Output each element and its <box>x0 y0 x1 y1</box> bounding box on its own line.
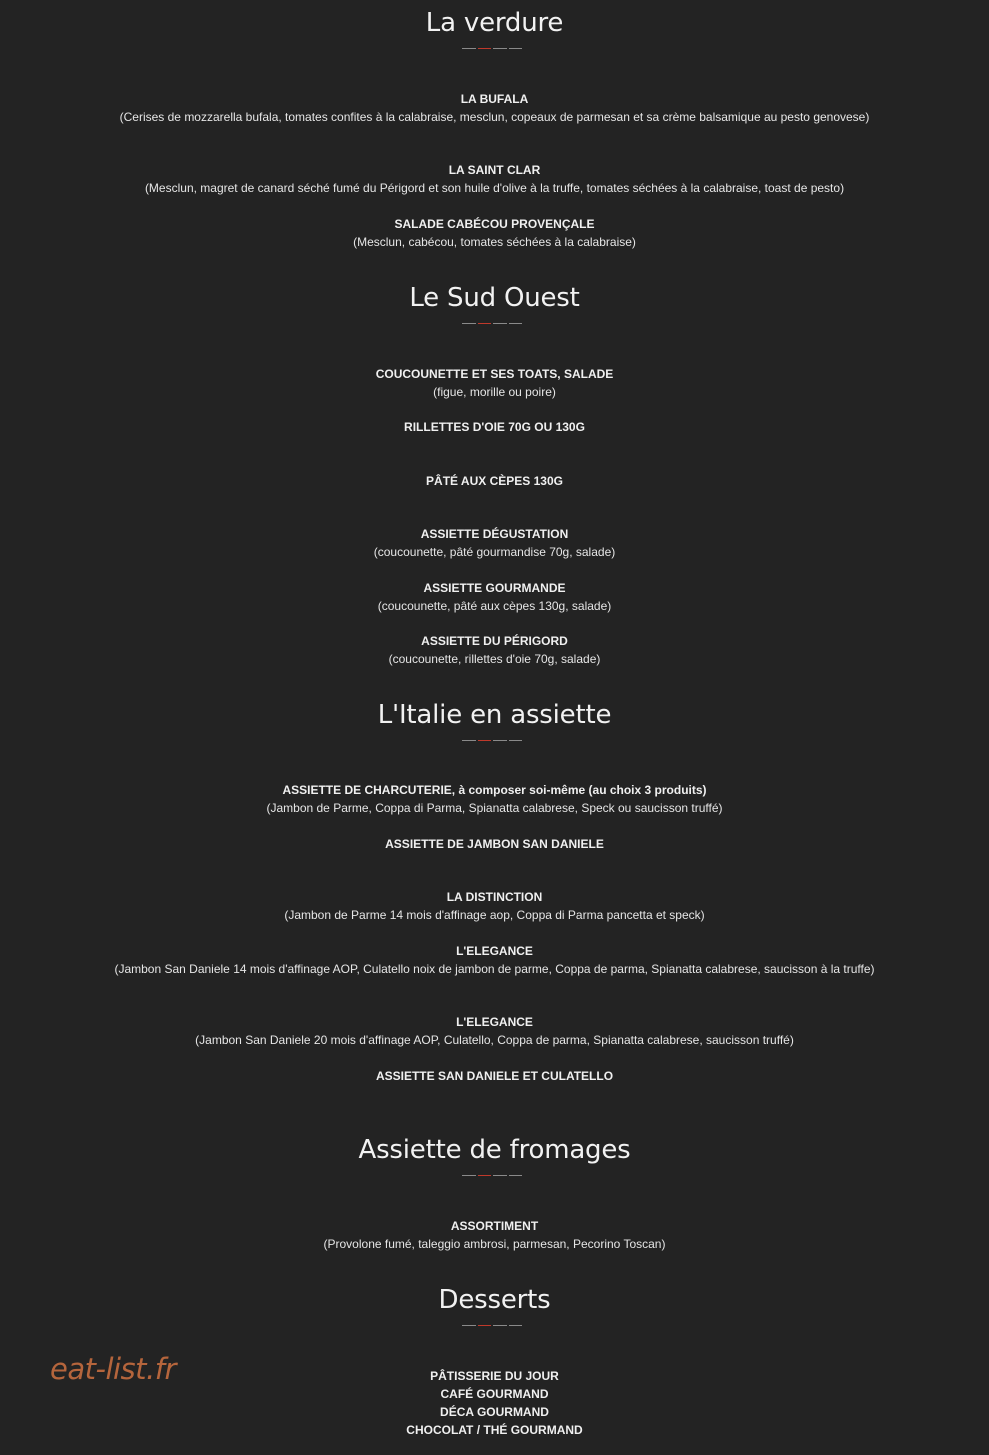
menu-item-salade-cabecou <box>120 215 869 251</box>
item-name: ASSIETTE DÉGUSTATION <box>420 527 569 541</box>
menu-item-coucounette <box>120 365 869 401</box>
watermark-logo: eat-list.fr <box>50 1352 176 1386</box>
item-name: DÉCA GOURMAND <box>440 1405 549 1419</box>
menu-item-assiette-charcuterie <box>120 781 869 817</box>
item-description: (Jambon de Parme 14 mois d'affinage aop, Coppa di Parma pancetta et speck) <box>284 908 705 922</box>
menu-item-pate-cepes <box>120 472 869 490</box>
menu-item-san-daniele-culatello <box>120 1067 869 1085</box>
section-divider <box>462 740 522 743</box>
section-title-sud-ouest: Le Sud Ouest <box>409 283 580 313</box>
menu-item-la-bufala <box>110 90 879 126</box>
menu-item-elegance-14 <box>110 942 879 978</box>
section-divider <box>462 323 522 326</box>
item-name: ASSIETTE DU PÉRIGORD <box>421 634 568 648</box>
menu-item-elegance-20 <box>110 1013 879 1049</box>
menu-item-assiette-gourmande <box>120 579 869 615</box>
item-name: SALADE CABÉCOU PROVENÇALE <box>394 217 595 231</box>
item-name: LA SAINT CLAR <box>448 163 541 177</box>
menu-item-jambon-san-daniele <box>120 835 869 853</box>
menu-item-la-distinction <box>120 888 869 924</box>
item-description: (Mesclun, cabécou, tomates séchées à la calabraise) <box>353 235 636 249</box>
item-description: (figue, morille ou poire) <box>433 385 556 399</box>
item-name: ASSIETTE GOURMANDE <box>423 581 566 595</box>
section-divider <box>462 48 522 51</box>
item-description: (Jambon San Daniele 20 mois d'affinage AOP, Culatello, Coppa de parma, Spianatta calabrese, saucisson truffé) <box>195 1033 794 1047</box>
item-name: L'ELEGANCE <box>456 1015 533 1029</box>
menu-item-la-saint-clar <box>110 161 879 197</box>
item-name: RILLETTES D'OIE 70G OU 130G <box>404 420 585 434</box>
item-name: PÂTÉ AUX CÈPES 130G <box>426 474 563 488</box>
item-name: PÂTISSERIE DU JOUR <box>430 1369 559 1383</box>
item-name: L'ELEGANCE <box>456 944 533 958</box>
item-name: ASSIETTE DE CHARCUTERIE, à composer soi-même (au choix 3 produits) <box>282 783 707 797</box>
section-divider <box>462 1175 522 1178</box>
section-title-italie: L'Italie en assiette <box>377 700 612 730</box>
menu-item-rillettes <box>120 418 869 436</box>
section-title-fromages: Assiette de fromages <box>358 1135 631 1165</box>
menu-item-assiette-perigord <box>120 632 869 668</box>
menu-item-assortiment <box>120 1217 869 1253</box>
item-description: (coucounette, pâté aux cèpes 130g, salade) <box>377 599 612 613</box>
item-description: (Jambon de Parme, Coppa di Parma, Spianatta calabrese, Speck ou saucisson truffé) <box>266 801 723 815</box>
item-name: COUCOUNETTE ET SES TOATS, SALADE <box>375 367 614 381</box>
item-name: LA DISTINCTION <box>446 890 543 904</box>
item-description: (Provolone fumé, taleggio ambrosi, parmesan, Pecorino Toscan) <box>323 1237 666 1251</box>
dessert-list <box>120 1367 869 1439</box>
section-title-desserts: Desserts <box>438 1285 551 1315</box>
menu-item-assiette-degustation <box>120 525 869 561</box>
item-name: ASSIETTE SAN DANIELE ET CULATELLO <box>375 1069 614 1083</box>
item-description: (coucounette, rillettes d'oie 70g, salade) <box>388 652 601 666</box>
item-name: CHOCOLAT / THÉ GOURMAND <box>406 1423 583 1437</box>
item-description: (Mesclun, magret de canard séché fumé du Périgord et son huile d'olive à la truffe, tomates séchées à la calabraise, toast de pesto) <box>144 181 845 195</box>
section-divider <box>462 1325 522 1328</box>
item-name: ASSORTIMENT <box>450 1219 539 1233</box>
item-description: (Cerises de mozzarella bufala, tomates confites à la calabraise, mesclun, copeaux de parmesan et sa crème balsamique au pesto genovese) <box>119 110 870 124</box>
item-name: CAFÉ GOURMAND <box>440 1387 549 1401</box>
item-description: (coucounette, pâté gourmandise 70g, salade) <box>373 545 616 559</box>
item-description: (Jambon San Daniele 14 mois d'affinage AOP, Culatello noix de jambon de parme, Coppa de parma, Spianatta calabrese, saucisson à la truffe) <box>114 962 875 976</box>
item-name: LA BUFALA <box>460 92 529 106</box>
item-name: ASSIETTE DE JAMBON SAN DANIELE <box>385 837 604 851</box>
section-title-verdure: La verdure <box>425 8 564 38</box>
